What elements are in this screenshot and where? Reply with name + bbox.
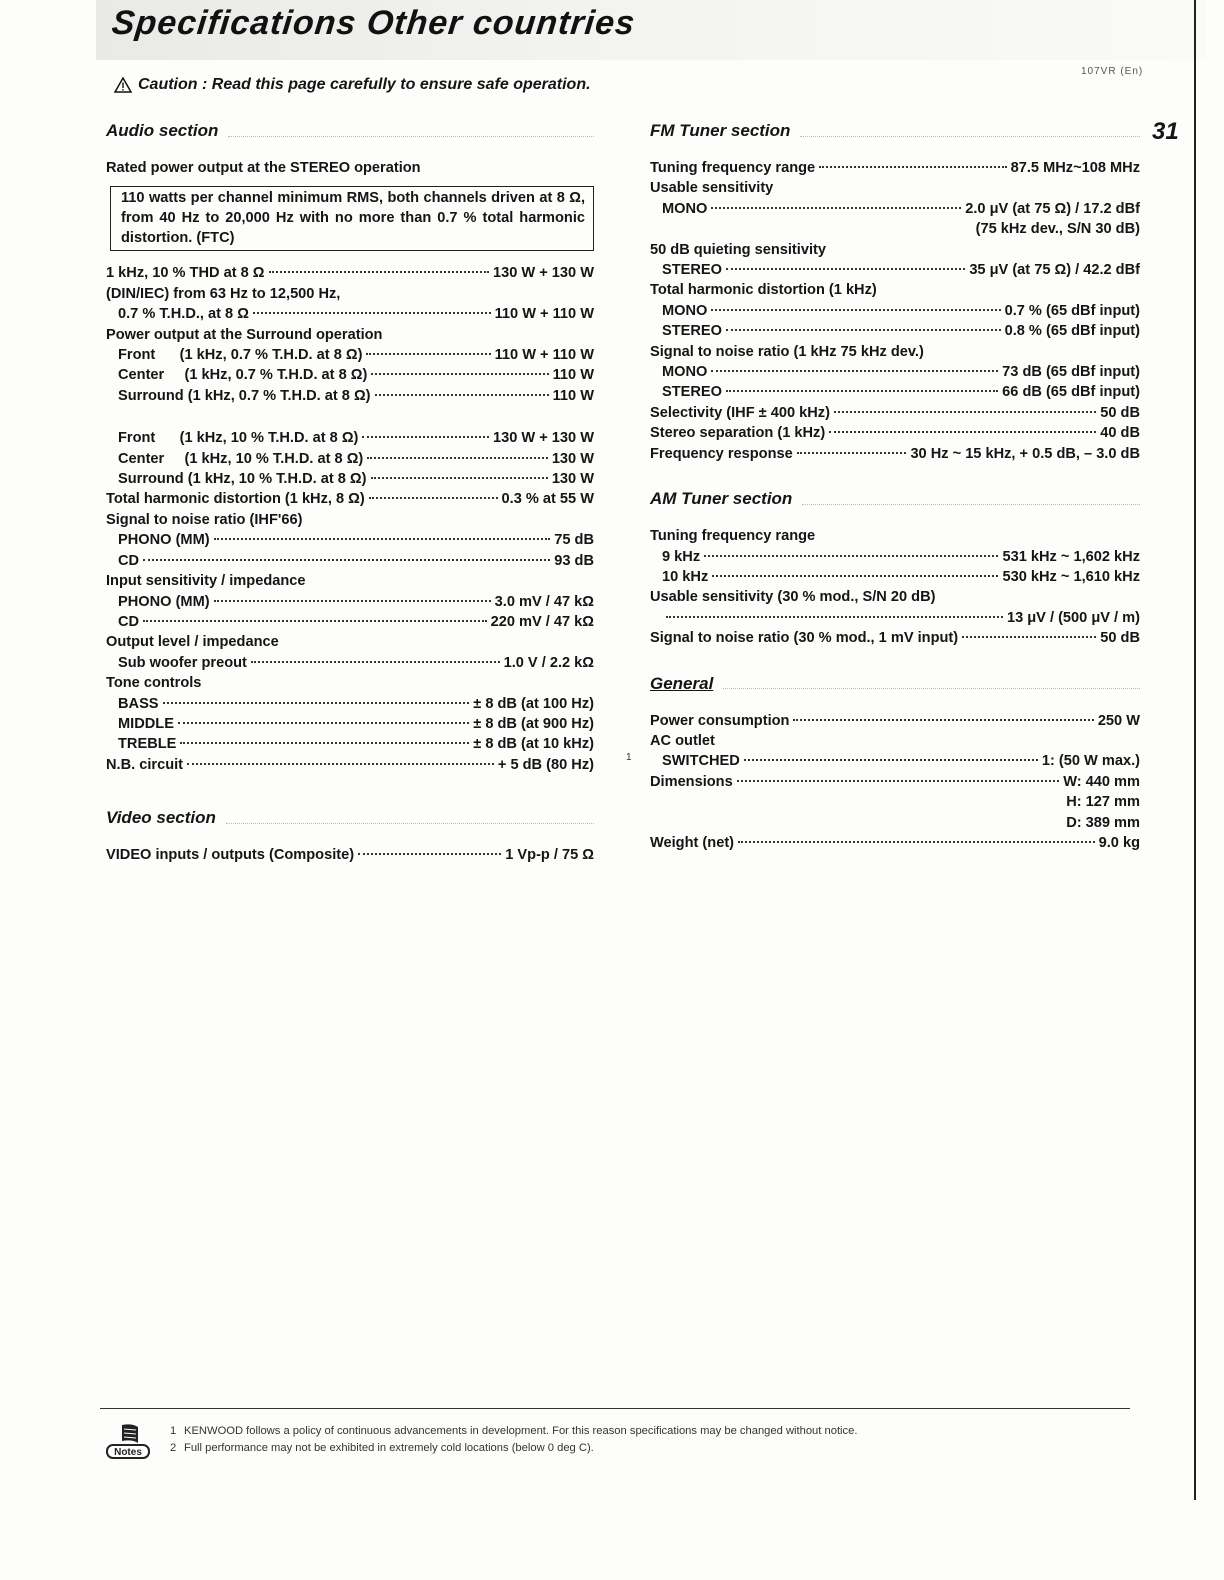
ac-outlet-heading: AC outlet [650, 732, 715, 749]
spec-row-center-07: Center (1 kHz, 0.7 % T.H.D. at 8 Ω) 110 W [118, 367, 594, 384]
input-heading: Input sensitivity / impedance [106, 573, 306, 590]
spec-row-fm-usable-mono: MONO 2.0 μV (at 75 Ω) / 17.2 dBf [662, 200, 1140, 217]
spec-row-video: VIDEO inputs / outputs (Composite) 1 Vp-p / 75 Ω [106, 847, 594, 864]
tone-heading: Tone controls [106, 675, 202, 692]
snr-heading: Signal to noise ratio (IHF'66) [106, 511, 303, 528]
spec-row-subwoofer: Sub woofer preout 1.0 V / 2.2 kΩ [118, 654, 594, 671]
spec-row-am-10khz: 10 kHz 530 kHz ~ 1,610 kHz [662, 568, 1140, 585]
spec-row-fm-thd-stereo: STEREO 0.8 % (65 dBf input) [662, 323, 1140, 340]
spec-row-treble: TREBLE ± 8 dB (at 10 kHz) [118, 736, 594, 753]
spec-row-dimensions: Dimensions W: 440 mm [650, 773, 1140, 790]
left-column [106, 118, 594, 866]
spec-row-front-10: Front (1 kHz, 10 % T.H.D. at 8 Ω) 130 W + 130 W [118, 430, 594, 447]
fm-section-title: FM Tuner section [650, 118, 1140, 144]
caution-line [114, 76, 591, 94]
rated-power-heading: Rated power output at the STEREO operation [106, 160, 421, 176]
general-section-title: General [650, 671, 1140, 697]
spec-row-fm-selectivity: Selectivity (IHF ± 400 kHz) 50 dB [650, 404, 1140, 421]
spec-row-surround-10: Surround (1 kHz, 10 % T.H.D. at 8 Ω) 130 W [118, 471, 594, 488]
surround-heading: Power output at the Surround operation [106, 326, 383, 343]
output-heading: Output level / impedance [106, 634, 279, 651]
page-number: 31 [1152, 118, 1179, 145]
spec-row-input-cd: CD 220 mV / 47 kΩ [118, 613, 594, 630]
spec-row-fm-response: Frequency response 30 Hz ~ 15 kHz, + 0.5 dB, – 3.0 dB [650, 445, 1140, 462]
spec-row-nb: N.B. circuit + 5 dB (80 Hz) [106, 756, 594, 773]
spec-row-fm-separation: Stereo separation (1 kHz) 40 dB [650, 425, 1140, 442]
svg-text:Notes: Notes [114, 1447, 142, 1458]
fm-thd-heading: Total harmonic distortion (1 kHz) [650, 282, 877, 299]
spec-row-fm-tuning: Tuning frequency range 87.5 MHz~108 MHz [650, 160, 1140, 176]
spec-row-snr-cd: CD 93 dB [118, 552, 594, 569]
audio-section-title: Audio section [106, 118, 594, 144]
dimension-depth: D: 389 mm [1066, 814, 1140, 831]
spec-row-center-10: Center (1 kHz, 10 % T.H.D. at 8 Ω) 130 W [118, 450, 594, 467]
spec-row-weight: Weight (net) 9.0 kg [650, 834, 1140, 851]
fm-usable-heading: Usable sensitivity [650, 180, 774, 197]
spec-row-bass: BASS ± 8 dB (at 100 Hz) [118, 695, 594, 712]
spec-row-power: Power consumption 250 W [650, 712, 1140, 729]
spec-row-middle: MIDDLE ± 8 dB (at 900 Hz) [118, 715, 594, 732]
spec-row-din: 0.7 % T.H.D., at 8 Ω 110 W + 110 W [118, 306, 594, 323]
video-section-title: Video section [106, 805, 594, 831]
spec-row-front-07: Front (1 kHz, 0.7 % T.H.D. at 8 Ω) 110 W + 110 W [118, 347, 594, 364]
fm-snr-heading: Signal to noise ratio (1 kHz 75 kHz dev.) [650, 343, 924, 360]
am-section-title: AM Tuner section [650, 486, 1140, 512]
note-item: 1 KENWOOD follows a policy of continuous advancements in development. For this reason specifications may be changed without notice. [170, 1425, 858, 1437]
ac-outlet-footnote-mark: 1 [626, 752, 632, 763]
note-item: 2 Full performance may not be exhibited in extremely cold locations (below 0 deg C). [170, 1442, 594, 1454]
page-title: Specifications Other countries [110, 4, 638, 42]
spec-row-thd-total: Total harmonic distortion (1 kHz, 8 Ω) 0.3 % at 55 W [106, 491, 594, 508]
spec-row-fm-snr-stereo: STEREO 66 dB (65 dBf input) [662, 384, 1140, 401]
fm-quiet-heading: 50 dB quieting sensitivity [650, 241, 826, 258]
spec-row-switched: SWITCHED 1: (50 W max.) [662, 753, 1140, 770]
am-usable-heading: Usable sensitivity (30 % mod., S/N 20 dB) [650, 589, 936, 606]
spec-row-fm-quiet-stereo: STEREO 35 μV (at 75 Ω) / 42.2 dBf [662, 262, 1140, 279]
notes-footer [100, 1408, 1130, 1458]
caution-text: Caution : Read this page carefully to ensure safe operation. [138, 76, 591, 93]
dimension-height: H: 127 mm [1066, 794, 1140, 811]
right-column [650, 118, 1140, 853]
page-edge-rule [1194, 0, 1196, 1500]
notes-icon [104, 1421, 154, 1461]
ftc-rating-box: 110 watts per channel minimum RMS, both channels driven at 8 Ω, from 40 Hz to 20,000 Hz with no more than 0.7 % total harmonic distortion. (FTC) [110, 186, 594, 251]
spec-row-am-usable: 13 μV / (500 μV / m) [650, 608, 1140, 628]
spec-row-snr-phono: PHONO (MM) 75 dB [118, 532, 594, 549]
din-heading: (DIN/IEC) from 63 Hz to 12,500 Hz, [106, 285, 341, 302]
spec-row-surround-07: Surround (1 kHz, 0.7 % T.H.D. at 8 Ω) 110 W [118, 387, 594, 404]
spec-row-am-9khz: 9 kHz 531 kHz ~ 1,602 kHz [662, 548, 1140, 565]
warning-triangle-icon [114, 77, 132, 93]
am-tuning-heading: Tuning frequency range [650, 528, 816, 545]
fm-usable-note: (75 kHz dev., S/N 30 dB) [975, 221, 1140, 238]
spec-row-input-phono: PHONO (MM) 3.0 mV / 47 kΩ [118, 593, 594, 610]
spec-row-fm-thd-mono: MONO 0.7 % (65 dBf input) [662, 302, 1140, 319]
spec-row-thd-1khz: 1 kHz, 10 % THD at 8 Ω 130 W + 130 W [106, 265, 594, 282]
doc-code: 107VR (En) [1081, 66, 1144, 77]
spec-row-am-snr: Signal to noise ratio (30 % mod., 1 mV input) 50 dB [650, 630, 1140, 647]
spec-row-fm-snr-mono: MONO 73 dB (65 dBf input) [662, 364, 1140, 381]
notes-list [170, 1423, 857, 1457]
